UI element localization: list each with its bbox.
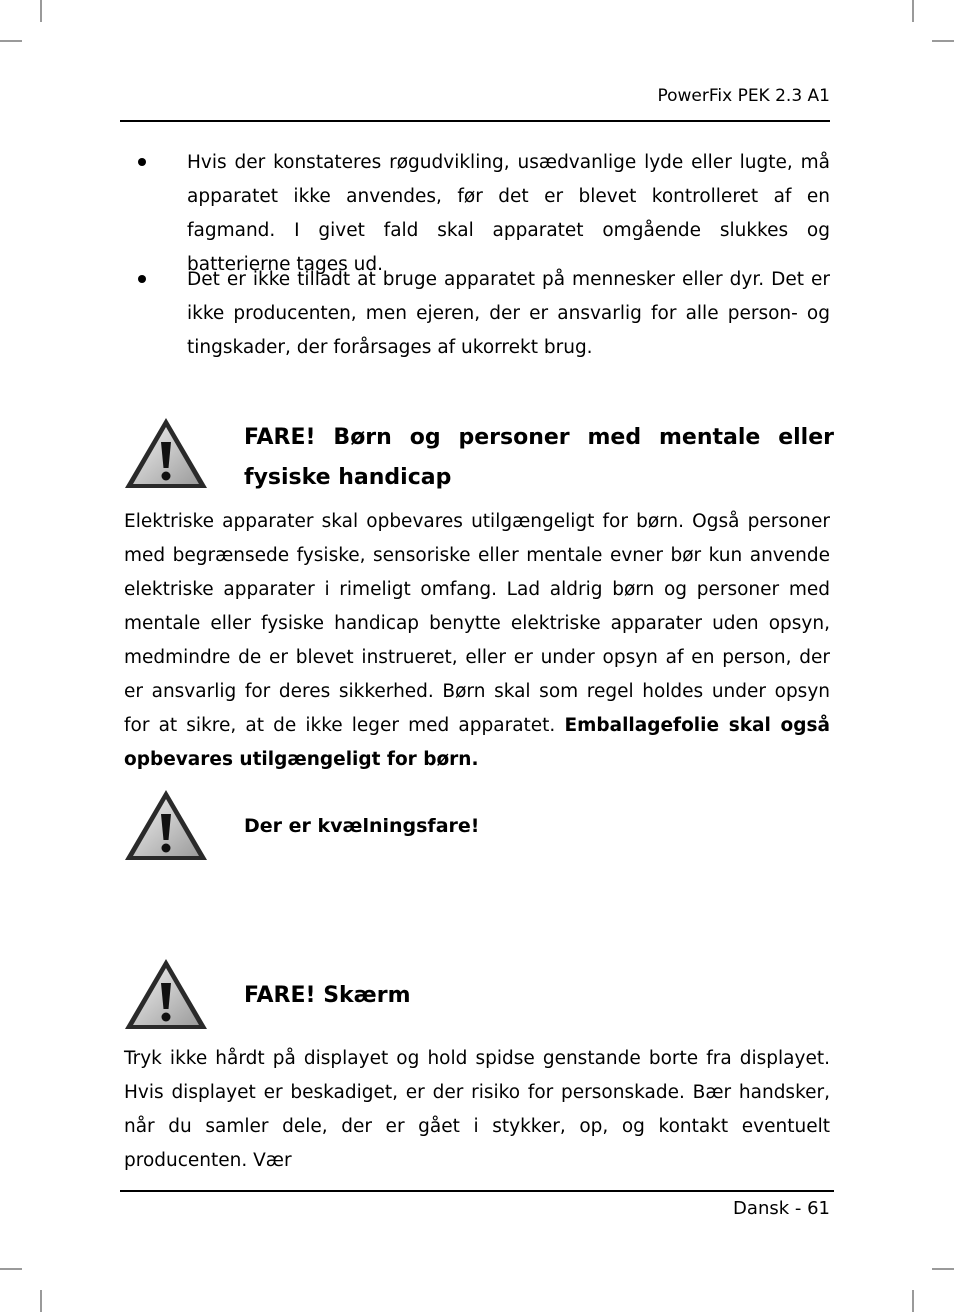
crop-mark [932, 40, 954, 42]
page-number: Dansk - 61 [733, 1198, 830, 1219]
header-rule [120, 120, 830, 122]
bullet-text: Hvis der konstateres røgudvikling, usædvanlige lyde eller lugte, må apparatet ikke anvendes, før det er blevet kontrolleret af en fagmand. I givet fald skal apparatet omgående slukkes og batterierne tages ud. [187, 152, 830, 275]
bullet-dot-icon [138, 158, 146, 166]
warning-triangle-icon [123, 416, 209, 490]
page-header-title: PowerFix PEK 2.3 A1 [657, 86, 830, 106]
section-heading [244, 418, 834, 498]
section-heading-line: fysiske handicap [244, 465, 452, 490]
bullet-dot-icon [138, 275, 146, 283]
crop-mark [932, 1268, 954, 1270]
crop-mark [0, 1268, 22, 1270]
section-body [124, 505, 830, 777]
warning-text: Der er kvælningsfare! [244, 815, 480, 837]
section-body-text: Elektriske apparater skal opbevares utilgængeligt for børn. Også personer med begrænsede fysiske, sensoriske eller mentale evner bør kun anvende elektriske apparater i rimeligt omfang. Lad aldrig børn og personer med mentale eller fysiske handicap benytte elektriske apparater uden opsyn, medmindre de er blevet instrueret, eller er under opsyn af en person, der er ansvarlig for deres sikkerhed. Børn skal som regel holdes under opsyn for at sikre, at de ikke leger med apparatet. [124, 511, 830, 736]
crop-mark [40, 1290, 42, 1312]
section-heading-line: FARE! Børn og personer med mentale eller [244, 425, 834, 450]
section-heading: FARE! Skærm [244, 983, 411, 1008]
section-body-bold-text: Emballagefolie skal også opbevares utilgængeligt for børn. [124, 715, 830, 770]
section-body: Tryk ikke hårdt på displayet og hold spidse genstande borte fra displayet. Hvis displayet er beskadiget, er der risiko for personskade. Bær handsker, når du samler dele, der er gået i stykker, op, og kontakt eventuelt producenten. Vær [124, 1048, 830, 1171]
footer-rule [120, 1190, 834, 1192]
warning-triangle-icon [123, 788, 209, 862]
warning-triangle-icon [123, 957, 209, 1031]
crop-mark [912, 0, 914, 22]
crop-mark [0, 40, 22, 42]
crop-mark [40, 0, 42, 22]
bullet-text: Det er ikke tilladt at bruge apparatet på mennesker eller dyr. Det er ikke producenten, men ejeren, der er ansvarlig for alle person- og tingskader, der forårsages af ukorrekt brug. [187, 269, 830, 358]
crop-mark [912, 1290, 914, 1312]
